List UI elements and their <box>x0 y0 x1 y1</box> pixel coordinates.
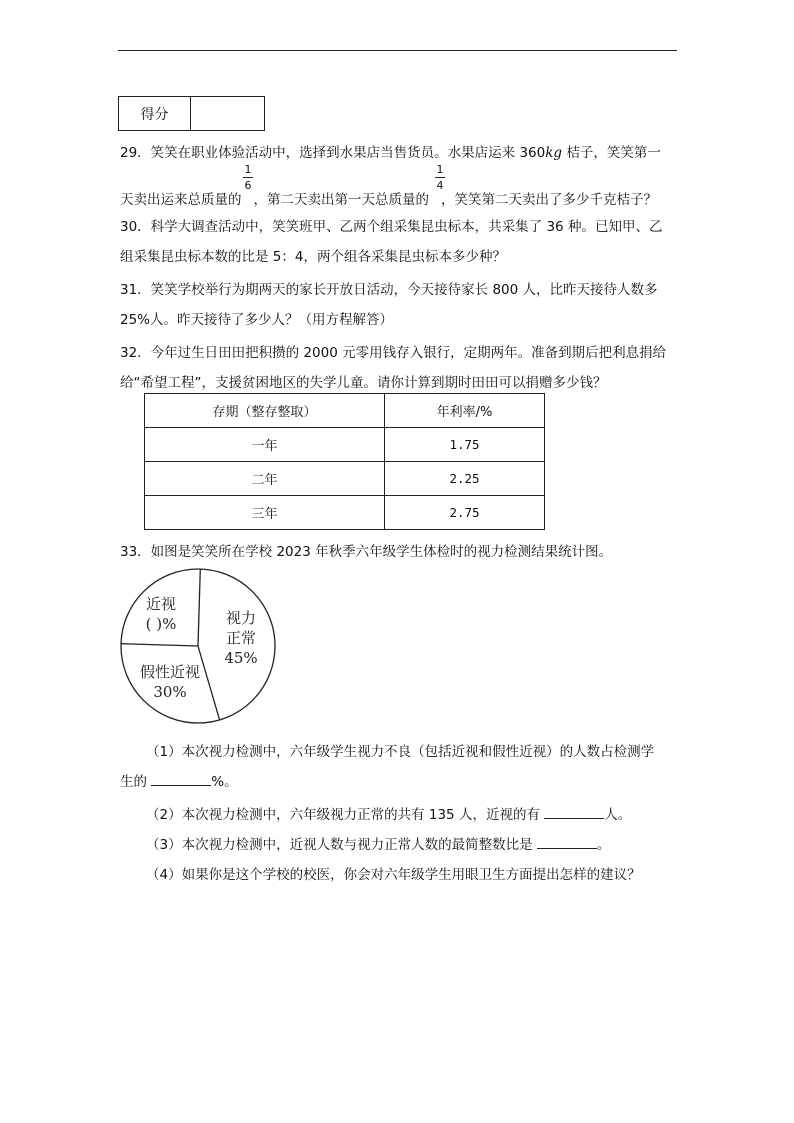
interest-rate-table <box>144 393 545 530</box>
pie-label-normal-line2: 正常 <box>225 629 256 647</box>
q33-sub3-suffix: 。 <box>596 837 611 853</box>
answer-blank-1[interactable] <box>151 773 211 786</box>
pie-label-pseudo <box>130 662 210 702</box>
table-header-rate: 年利率/% <box>385 394 545 428</box>
score-box <box>118 96 265 131</box>
table-cell-rate: 2.75 <box>385 496 545 530</box>
q33-sub2-text: （2）本次视力检测中，六年级视力正常的共有 135 人，近视的有 <box>146 807 540 823</box>
q31-line1: 31．笑笑学校举行为期两天的家长开放日活动，今天接待家长 800 人，比昨天接待人数多 <box>120 282 658 298</box>
table-row <box>145 428 545 462</box>
pie-value-myopia: ( )% <box>145 615 177 633</box>
q32-line1: 32．今年过生日田田把积攒的 2000 元零用钱存入银行，定期两年。准备到期后把利息捐给 <box>120 345 667 361</box>
frac2-num: 1 <box>436 163 444 176</box>
answer-blank-2[interactable] <box>544 806 604 819</box>
table-row <box>145 462 545 496</box>
q33-sub1-prefix: 生的 <box>120 774 147 790</box>
pie-label-myopia-line1: 近视 <box>145 595 176 613</box>
frac1-den: 6 <box>244 179 252 192</box>
q29-line2-c: ，笑笑第二天卖出了多少千克桔子？ <box>441 192 657 208</box>
table-cell-term: 三年 <box>145 496 385 530</box>
fraction-one-sixth <box>243 163 253 192</box>
q29-text-b: 桔子，笑笑第一 <box>562 145 661 161</box>
q33-sub1-suffix: %。 <box>211 774 238 790</box>
q29-unit: kg <box>545 145 563 161</box>
q29-text-a: 29．笑笑在职业体验活动中，选择到水果店当售货员。水果店运来 360 <box>120 145 546 161</box>
q30-line1: 30．科学大调查活动中，笑笑班甲、乙两个组采集昆虫标本，共采集了 36 种。已知甲、乙 <box>120 219 663 235</box>
q29-line2-b: ，第二天卖出第一天总质量的 <box>253 192 429 208</box>
score-label: 得分 <box>119 97 191 130</box>
q33-sub3-text: （3）本次视力检测中，近视人数与视力正常人数的最简整数比是 <box>146 837 533 853</box>
q33-intro: 33．如图是笑笑所在学校 2023 年秋季六年级学生体检时的视力检测结果统计图。 <box>120 544 613 560</box>
table-cell-rate: 2.25 <box>385 462 545 496</box>
q33-sub4: （4）如果你是这个学校的校医，你会对六年级学生用眼卫生方面提出怎样的建议？ <box>146 867 641 883</box>
table-header-row <box>145 394 545 428</box>
table-cell-rate: 1.75 <box>385 428 545 462</box>
q30-line2: 组采集昆虫标本数的比是 5：4，两个组各采集昆虫标本多少种？ <box>120 249 506 265</box>
q32-line2: 给“希望工程”，支援贫困地区的失学儿童。请你计算到期时田田可以捐赠多少钱？ <box>120 375 607 391</box>
frac1-num: 1 <box>244 163 252 176</box>
q33-sub1-line2 <box>120 770 238 790</box>
pie-label-myopia <box>126 594 196 634</box>
pie-label-normal-line1: 视力 <box>225 609 256 627</box>
q29-line1 <box>120 141 661 161</box>
header-rule <box>118 50 677 51</box>
q29-line2 <box>120 188 657 208</box>
fraction-one-fourth <box>435 163 445 192</box>
table-cell-term: 一年 <box>145 428 385 462</box>
q31-line2: 25%人。昨天接待了多少人？（用方程解答） <box>120 312 394 328</box>
pie-value-normal: 45% <box>224 649 258 667</box>
q33-sub2 <box>146 803 631 823</box>
pie-label-pseudo-line1: 假性近视 <box>139 663 200 681</box>
pie-label-normal <box>222 608 260 668</box>
q33-sub3 <box>146 833 610 853</box>
table-header-term: 存期（整存整取） <box>145 394 385 428</box>
answer-blank-3[interactable] <box>537 836 597 849</box>
q29-line2-a: 天卖出运来总质量的 <box>120 192 242 208</box>
frac2-den: 4 <box>436 179 444 192</box>
q33-sub2-suffix: 人。 <box>604 807 632 823</box>
pie-value-pseudo: 30% <box>153 683 187 701</box>
q33-sub1-line1: （1）本次视力检测中，六年级学生视力不良（包括近视和假性近视）的人数占检测学 <box>146 744 655 760</box>
table-cell-term: 二年 <box>145 462 385 496</box>
table-row <box>145 496 545 530</box>
